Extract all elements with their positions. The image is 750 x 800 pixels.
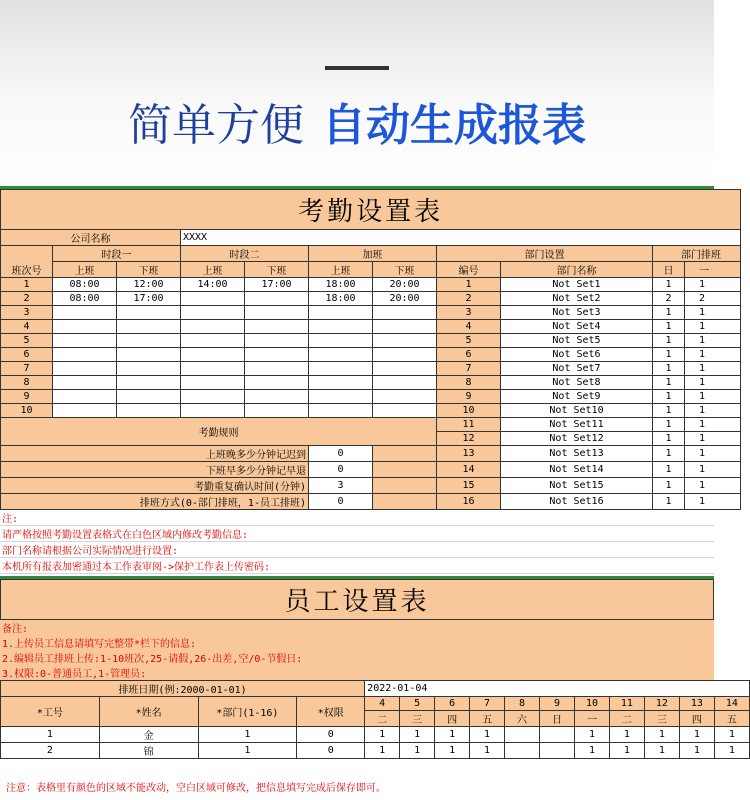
shift-time-cell[interactable]	[181, 404, 245, 418]
dept-sun-cell[interactable]: 1	[653, 320, 685, 334]
dept-mon-cell[interactable]: 1	[685, 390, 741, 404]
shift-cell[interactable]: 1	[679, 743, 714, 759]
shift-cell[interactable]	[505, 727, 540, 743]
shift-no-cell: 7	[1, 362, 53, 376]
shift-cell[interactable]: 1	[714, 727, 749, 743]
shift-time-cell[interactable]	[117, 362, 181, 376]
day-number-header: 11	[609, 697, 644, 711]
dept-sun-cell[interactable]: 1	[653, 306, 685, 320]
shift-time-cell[interactable]: 20:00	[373, 278, 437, 292]
shift-cell[interactable]: 1	[400, 743, 435, 759]
employee-table	[0, 680, 750, 759]
shift-cell[interactable]: 1	[365, 727, 400, 743]
dept-sun-cell[interactable]: 1	[653, 404, 685, 418]
dept-name-cell[interactable]: Not Set10	[501, 404, 653, 418]
ot-on-header: 上班	[309, 262, 373, 278]
shift-cell[interactable]: 1	[609, 743, 644, 759]
shift-time-cell[interactable]: 08:00	[53, 292, 117, 306]
p2-off-header: 下班	[245, 262, 309, 278]
dept-settings-header: 部门设置	[437, 246, 653, 262]
attendance-row	[1, 306, 741, 320]
overtime-header: 加班	[309, 246, 437, 262]
dept-sun-cell[interactable]: 2	[653, 292, 685, 306]
rule-spacer-cell	[373, 494, 437, 510]
employee-row	[1, 743, 750, 759]
attendance-row	[1, 390, 741, 404]
rule-spacer-cell	[373, 446, 437, 462]
dept-mon-cell[interactable]: 1	[685, 348, 741, 362]
shift-time-cell[interactable]	[245, 292, 309, 306]
shift-time-cell[interactable]	[53, 390, 117, 404]
dept-sun-cell[interactable]: 1	[653, 348, 685, 362]
shift-no-cell: 6	[1, 348, 53, 362]
shift-no-cell: 2	[1, 292, 53, 306]
shift-time-cell[interactable]	[181, 376, 245, 390]
attendance-row	[1, 334, 741, 348]
shift-no-cell: 10	[1, 404, 53, 418]
shift-time-cell[interactable]	[373, 348, 437, 362]
weekday-header: 四	[679, 711, 714, 727]
dept-id-cell: 8	[437, 376, 501, 390]
rule-value-cell[interactable]: 0	[309, 494, 373, 510]
shift-time-cell[interactable]	[245, 376, 309, 390]
shift-time-cell[interactable]	[373, 390, 437, 404]
shift-time-cell[interactable]	[117, 334, 181, 348]
promo-title-bold: 自动生成报表	[322, 100, 586, 151]
weekday-header: 五	[470, 711, 505, 727]
shift-time-cell[interactable]	[373, 306, 437, 320]
shift-cell[interactable]	[540, 727, 575, 743]
shift-time-cell[interactable]	[309, 348, 373, 362]
employee-note: 备注:	[0, 620, 714, 635]
employee-notes	[0, 620, 714, 680]
rule-value-cell[interactable]: 3	[309, 478, 373, 494]
shift-time-cell[interactable]	[117, 404, 181, 418]
rules-header: 考勤规则	[1, 418, 437, 446]
shift-time-cell[interactable]	[53, 306, 117, 320]
day-number-header: 10	[574, 697, 609, 711]
shift-no-cell: 4	[1, 320, 53, 334]
attendance-row	[1, 462, 741, 478]
shift-time-cell[interactable]	[53, 334, 117, 348]
shift-time-cell[interactable]	[53, 404, 117, 418]
shift-time-cell[interactable]	[309, 306, 373, 320]
attendance-row	[1, 376, 741, 390]
day-number-header: 6	[435, 697, 470, 711]
dept-name-cell[interactable]: Not Set16	[501, 494, 653, 510]
shift-time-cell[interactable]	[245, 320, 309, 334]
day-number-header: 4	[365, 697, 400, 711]
shift-time-cell[interactable]	[245, 404, 309, 418]
dept-sun-cell[interactable]: 1	[653, 376, 685, 390]
shift-time-cell[interactable]	[245, 334, 309, 348]
employee-id-header: *工号	[1, 697, 100, 727]
ot-off-header: 下班	[373, 262, 437, 278]
dept-sun-cell[interactable]: 1	[653, 494, 685, 510]
header-divider	[325, 66, 389, 70]
shift-time-cell[interactable]: 18:00	[309, 278, 373, 292]
dept-id-cell: 6	[437, 348, 501, 362]
dept-id-cell: 13	[437, 446, 501, 462]
dept-id-cell: 10	[437, 404, 501, 418]
shift-time-cell[interactable]: 08:00	[53, 278, 117, 292]
rule-value-cell[interactable]: 0	[309, 446, 373, 462]
shift-time-cell[interactable]	[309, 390, 373, 404]
shift-time-cell[interactable]	[181, 334, 245, 348]
attendance-row	[1, 478, 741, 494]
shift-time-cell[interactable]	[245, 362, 309, 376]
shift-time-cell[interactable]	[309, 320, 373, 334]
shift-time-cell[interactable]	[373, 404, 437, 418]
dept-id-cell: 2	[437, 292, 501, 306]
attendance-row	[1, 292, 741, 306]
dept-name-cell[interactable]: Not Set7	[501, 362, 653, 376]
employee-row	[1, 727, 750, 743]
shift-cell[interactable]	[505, 743, 540, 759]
shift-time-cell[interactable]	[309, 362, 373, 376]
day-number-header: 8	[505, 697, 540, 711]
dept-id-cell: 3	[437, 306, 501, 320]
attendance-note: 注:	[0, 510, 714, 526]
shift-time-cell[interactable]	[117, 320, 181, 334]
dept-sun-cell[interactable]: 1	[653, 462, 685, 478]
attendance-note: 部门名称请根据公司实际情况进行设置:	[0, 542, 714, 558]
attendance-sheet	[0, 186, 721, 574]
attendance-title: 考勤设置表	[1, 190, 741, 230]
promo-header	[0, 0, 714, 186]
dept-name-cell[interactable]: Not Set6	[501, 348, 653, 362]
dept-sun-cell[interactable]: 1	[653, 390, 685, 404]
footer-note: 注意：表格里有颜色的区域不能改动，空白区域可修改，把信息填写完成后保存即可。	[6, 783, 386, 794]
shift-time-cell[interactable]	[309, 404, 373, 418]
shift-time-cell[interactable]	[181, 292, 245, 306]
shift-no-cell: 5	[1, 334, 53, 348]
shift-time-cell[interactable]	[181, 362, 245, 376]
shift-time-cell[interactable]	[181, 320, 245, 334]
dept-mon-cell[interactable]: 1	[685, 462, 741, 478]
attendance-row	[1, 446, 741, 462]
weekday-header: 二	[609, 711, 644, 727]
dept-mon-cell[interactable]: 1	[685, 278, 741, 292]
employee-perm-cell[interactable]: 0	[297, 743, 365, 759]
rule-label: 上班晚多少分钟记迟到	[1, 446, 309, 462]
p2-on-header: 上班	[181, 262, 245, 278]
dept-id-cell: 5	[437, 334, 501, 348]
dept-mon-cell[interactable]: 1	[685, 362, 741, 376]
dept-mon-cell[interactable]: 2	[685, 292, 741, 306]
weekday-header: 四	[435, 711, 470, 727]
promo-title-light: 简单方便	[128, 100, 304, 151]
dept-mon-cell[interactable]: 1	[685, 320, 741, 334]
dept-id-cell: 15	[437, 478, 501, 494]
shift-cell[interactable]: 1	[644, 727, 679, 743]
dept-name-cell[interactable]: Not Set8	[501, 376, 653, 390]
shift-time-cell[interactable]	[181, 306, 245, 320]
day-number-header: 7	[470, 697, 505, 711]
shift-time-cell[interactable]	[245, 390, 309, 404]
dept-sun-cell[interactable]: 1	[653, 432, 685, 446]
shift-cell[interactable]: 1	[609, 727, 644, 743]
employee-title-table	[0, 579, 714, 620]
rule-label: 排班方式(0-部门排班，1-员工排班)	[1, 494, 309, 510]
employee-id-cell[interactable]: 2	[1, 743, 100, 759]
dept-id-cell: 12	[437, 432, 501, 446]
weekday-header: 六	[505, 711, 540, 727]
weekday-header: 三	[400, 711, 435, 727]
dept-mon-cell[interactable]: 1	[685, 494, 741, 510]
shift-time-cell[interactable]: 17:00	[117, 292, 181, 306]
weekday-header: 五	[714, 711, 749, 727]
mon-header: 一	[685, 262, 741, 278]
shift-no-cell: 9	[1, 390, 53, 404]
shift-time-cell[interactable]	[117, 348, 181, 362]
employee-dept-cell[interactable]: 1	[198, 743, 297, 759]
weekday-header: 二	[365, 711, 400, 727]
attendance-row	[1, 362, 741, 376]
dept-name-cell[interactable]: Not Set11	[501, 418, 653, 432]
dept-sun-cell[interactable]: 1	[653, 334, 685, 348]
weekday-header: 日	[540, 711, 575, 727]
shift-cell[interactable]: 1	[435, 743, 470, 759]
day-number-header: 14	[714, 697, 749, 711]
dept-sun-cell[interactable]: 1	[653, 478, 685, 494]
shift-time-cell[interactable]	[117, 376, 181, 390]
shift-time-cell[interactable]	[53, 348, 117, 362]
shift-cell[interactable]: 1	[714, 743, 749, 759]
shift-time-cell[interactable]	[309, 334, 373, 348]
shift-time-cell[interactable]	[373, 362, 437, 376]
employee-sheet	[0, 576, 738, 776]
employee-name-cell[interactable]: 锦	[99, 743, 198, 759]
day-number-header: 5	[400, 697, 435, 711]
shift-time-cell[interactable]	[53, 362, 117, 376]
employee-dept-header: *部门(1-16)	[198, 697, 297, 727]
schedule-date-cell[interactable]: 2022-01-04	[365, 681, 750, 697]
attendance-row	[1, 348, 741, 362]
shift-time-cell[interactable]	[373, 376, 437, 390]
employee-note: 1.上传员工信息请填写完整带*栏下的信息:	[0, 635, 714, 650]
period2-header: 时段二	[181, 246, 309, 262]
rule-spacer-cell	[373, 462, 437, 478]
shift-cell[interactable]: 1	[644, 743, 679, 759]
attendance-row	[1, 320, 741, 334]
dept-sun-cell[interactable]: 1	[653, 418, 685, 432]
shift-time-cell[interactable]: 12:00	[117, 278, 181, 292]
shift-cell[interactable]	[540, 743, 575, 759]
dept-name-cell[interactable]: Not Set14	[501, 462, 653, 478]
employee-id-cell[interactable]: 1	[1, 727, 100, 743]
company-label: 公司名称	[1, 230, 181, 246]
dept-name-cell[interactable]: Not Set4	[501, 320, 653, 334]
attendance-row	[1, 404, 741, 418]
shift-time-cell[interactable]	[117, 390, 181, 404]
shift-time-cell[interactable]	[117, 306, 181, 320]
dept-schedule-header: 部门排班	[653, 246, 741, 262]
employee-note: 2.编辑员工排班上传:1-10班次,25-请假,26-出差,空/0-节假日:	[0, 650, 714, 665]
rule-spacer-cell	[373, 478, 437, 494]
attendance-table	[0, 189, 741, 510]
dept-id-cell: 4	[437, 320, 501, 334]
attendance-note: 请严格按照考勤设置表格式在白色区域内修改考勤信息:	[0, 526, 714, 542]
shift-cell[interactable]: 1	[435, 727, 470, 743]
dept-name-cell[interactable]: Not Set1	[501, 278, 653, 292]
company-name-cell[interactable]: XXXX	[181, 230, 741, 246]
shift-time-cell[interactable]	[373, 320, 437, 334]
dept-sun-cell[interactable]: 1	[653, 362, 685, 376]
dept-mon-cell[interactable]: 1	[685, 334, 741, 348]
shift-cell[interactable]: 1	[574, 743, 609, 759]
dept-mon-cell[interactable]: 1	[685, 432, 741, 446]
shift-time-cell[interactable]	[53, 376, 117, 390]
sun-header: 日	[653, 262, 685, 278]
attendance-row	[1, 494, 741, 510]
employee-perm-cell[interactable]: 0	[297, 727, 365, 743]
employee-name-cell[interactable]: 金	[99, 727, 198, 743]
dept-sun-cell[interactable]: 1	[653, 446, 685, 462]
dept-mon-cell[interactable]: 1	[685, 446, 741, 462]
shift-time-cell[interactable]	[181, 390, 245, 404]
shift-time-cell[interactable]: 18:00	[309, 292, 373, 306]
p1-on-header: 上班	[53, 262, 117, 278]
employee-perm-header: *权限	[297, 697, 365, 727]
schedule-date-label: 排班日期(例:2000-01-01)	[1, 681, 365, 697]
shift-time-cell[interactable]: 20:00	[373, 292, 437, 306]
dept-id-cell: 11	[437, 418, 501, 432]
dept-name-cell[interactable]: Not Set13	[501, 446, 653, 462]
shift-time-cell[interactable]	[181, 348, 245, 362]
employee-note: 3.权限:0-普通员工,1-管理员:	[0, 665, 714, 680]
dept-id-cell: 16	[437, 494, 501, 510]
shift-time-cell[interactable]	[309, 376, 373, 390]
dept-name-cell[interactable]: Not Set12	[501, 432, 653, 446]
shift-cell[interactable]: 1	[574, 727, 609, 743]
dept-id-header: 编号	[437, 262, 501, 278]
dept-mon-cell[interactable]: 1	[685, 306, 741, 320]
employee-dept-cell[interactable]: 1	[198, 727, 297, 743]
dept-id-cell: 7	[437, 362, 501, 376]
dept-id-cell: 1	[437, 278, 501, 292]
shift-time-cell[interactable]	[373, 334, 437, 348]
rule-label: 考勤重复确认时间(分钟)	[1, 478, 309, 494]
dept-name-cell[interactable]: Not Set15	[501, 478, 653, 494]
dept-name-cell[interactable]: Not Set3	[501, 306, 653, 320]
shift-cell[interactable]: 1	[400, 727, 435, 743]
shift-time-cell[interactable]	[245, 348, 309, 362]
shift-time-cell[interactable]	[53, 320, 117, 334]
day-number-header: 13	[679, 697, 714, 711]
shift-no-cell: 3	[1, 306, 53, 320]
shift-no-cell: 8	[1, 376, 53, 390]
dept-id-cell: 9	[437, 390, 501, 404]
weekday-header: 一	[574, 711, 609, 727]
shift-time-cell[interactable]	[245, 306, 309, 320]
dept-mon-cell[interactable]: 1	[685, 478, 741, 494]
dept-name-cell[interactable]: Not Set5	[501, 334, 653, 348]
dept-mon-cell[interactable]: 1	[685, 418, 741, 432]
rule-label: 下班早多少分钟记早退	[1, 462, 309, 478]
shift-no-header: 班次号	[1, 246, 53, 278]
employee-name-header: *姓名	[99, 697, 198, 727]
dept-mon-cell[interactable]: 1	[685, 376, 741, 390]
dept-mon-cell[interactable]: 1	[685, 404, 741, 418]
shift-cell[interactable]: 1	[679, 727, 714, 743]
dept-sun-cell[interactable]: 1	[653, 278, 685, 292]
weekday-header: 三	[644, 711, 679, 727]
dept-name-cell[interactable]: Not Set9	[501, 390, 653, 404]
shift-cell[interactable]: 1	[470, 727, 505, 743]
attendance-notes	[0, 510, 714, 574]
shift-cell[interactable]: 1	[365, 743, 400, 759]
dept-id-cell: 14	[437, 462, 501, 478]
period1-header: 时段一	[53, 246, 181, 262]
promo-title	[0, 96, 714, 156]
attendance-row	[1, 278, 741, 292]
attendance-row	[1, 418, 741, 432]
dept-name-header: 部门名称	[501, 262, 653, 278]
shift-time-cell[interactable]: 14:00	[181, 278, 245, 292]
day-number-header: 9	[540, 697, 575, 711]
shift-cell[interactable]: 1	[470, 743, 505, 759]
shift-no-cell: 1	[1, 278, 53, 292]
day-number-header: 12	[644, 697, 679, 711]
shift-time-cell[interactable]: 17:00	[245, 278, 309, 292]
attendance-note: 本机所有报表加密通过本工作表审阅->保护工作表上传密码:	[0, 558, 714, 574]
rule-value-cell[interactable]: 0	[309, 462, 373, 478]
dept-name-cell[interactable]: Not Set2	[501, 292, 653, 306]
p1-off-header: 下班	[117, 262, 181, 278]
employee-title: 员工设置表	[1, 580, 714, 620]
